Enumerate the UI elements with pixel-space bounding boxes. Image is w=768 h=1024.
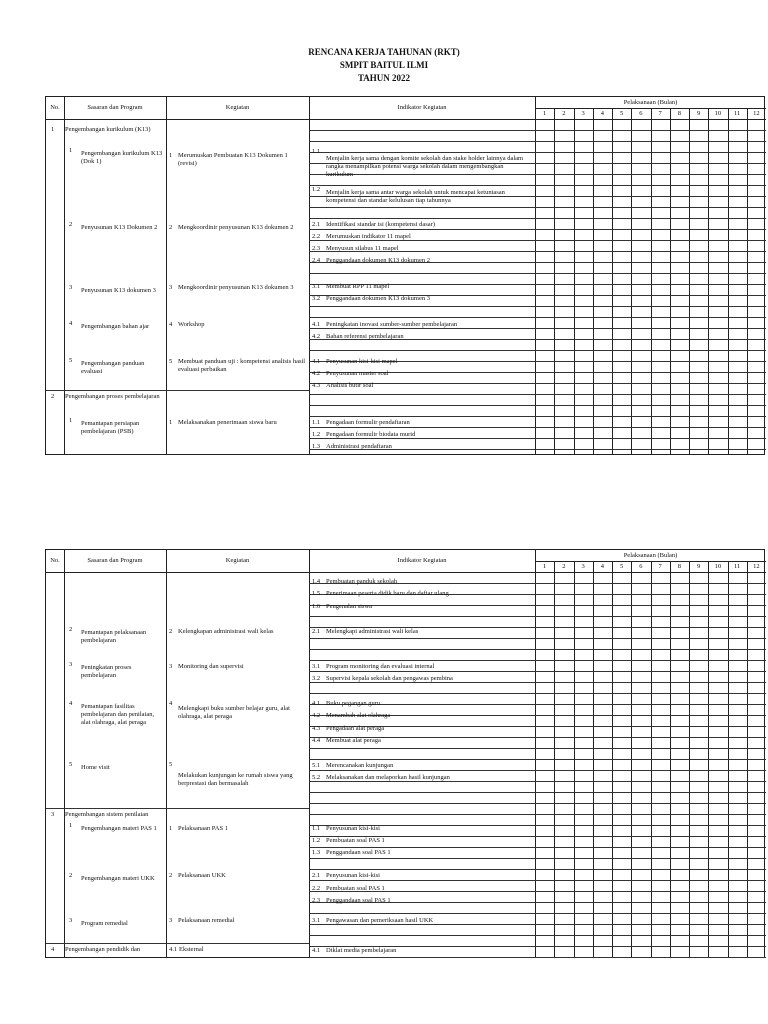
month-header-9: 9 (697, 110, 701, 117)
indikator-text: Penerimaan peserta didik baru dan daftar ulang (326, 590, 449, 597)
program-title: Pengembangan materi PAS 1 (81, 825, 157, 832)
column-divider (535, 550, 536, 957)
indikator-number: 3.1 (312, 917, 321, 924)
grid-row-line (309, 394, 766, 395)
kegiatan-text: Pelaksanaan remedial (178, 917, 235, 924)
indikator-text: Penggandaan soal PAS 1 (326, 897, 391, 904)
indikator-text: Pengenalan siswa (326, 603, 373, 610)
month-header-2: 2 (562, 563, 566, 570)
month-header-10: 10 (714, 563, 722, 570)
title-line-2: SMPIT BAITUL ILMI (339, 60, 429, 70)
indikator-number: 1.3 (312, 849, 321, 856)
column-divider (166, 550, 167, 957)
program-title: Pengembangan kurikulum K13 (Dok 1) (81, 150, 163, 165)
grid-row-line (309, 957, 766, 958)
kegiatan-text: Mengkoordinir penyusunan K13 dokumen 3 (178, 284, 294, 291)
month-divider (689, 108, 690, 454)
indikator-number: 2.3 (312, 245, 321, 252)
grid-row-line (309, 814, 766, 815)
indikator-number: 5.2 (312, 774, 321, 781)
grid-row-line (309, 616, 766, 617)
kegiatan-number: 3 (169, 917, 173, 924)
header-indikator: Indikator Kegiatan (397, 104, 447, 111)
month-divider (574, 108, 575, 454)
grid-row-line (309, 792, 766, 793)
indikator-number: 2.1 (312, 221, 321, 228)
grid-row-line (309, 306, 766, 307)
month-header-12: 12 (753, 563, 760, 570)
indikator-text: Pengadaan formulir biodata murid (326, 431, 416, 438)
month-header-8: 8 (677, 563, 681, 570)
title-line-3: TAHUN 2022 (357, 73, 411, 83)
kegiatan-number: 3 (169, 284, 173, 291)
header-no: No. (50, 557, 60, 564)
grid-row-line (309, 759, 766, 760)
grid-row-line (309, 152, 766, 153)
indikator-number: 1.2 (312, 431, 321, 438)
program-title: Pengembangan materi UKK (81, 875, 155, 882)
program-title: Home visit (81, 764, 110, 771)
sasaran-separator (46, 943, 309, 944)
month-divider (612, 108, 613, 454)
indikator-number: 2.1 (312, 628, 321, 635)
header-pelaksanaan: Pelaksanaan (Bulan) (623, 552, 678, 559)
grid-row-line (309, 207, 766, 208)
grid-row-line (309, 405, 766, 406)
grid-row-line (309, 350, 766, 351)
indikator-number: 2.1 (312, 872, 321, 879)
program-number: 1 (69, 417, 73, 424)
column-divider (64, 550, 65, 957)
column-divider (535, 97, 536, 454)
grid-row-line (309, 660, 766, 661)
grid-row-line (309, 649, 766, 650)
month-header-6: 6 (639, 563, 643, 570)
indikator-text: Membuat RPP 11 mapel (326, 283, 390, 290)
month-header-5: 5 (620, 563, 624, 570)
indikator-number: 1.2 (312, 186, 321, 193)
sasaran-number: 4 (51, 946, 55, 953)
indikator-number: 4.3 (312, 382, 321, 389)
grid-row-line (309, 913, 766, 914)
program-number: 3 (69, 917, 73, 924)
indikator-number: 3.1 (312, 663, 321, 670)
indikator-number: 2.2 (312, 233, 321, 240)
column-divider (309, 97, 310, 454)
indikator-text: Analisis butir soal (326, 382, 374, 389)
sasaran-number: 2 (51, 393, 55, 400)
month-header-line (535, 561, 766, 562)
indikator-number: 3.2 (312, 675, 321, 682)
program-title: Pemantapan pelaksanaan pembelajaran (81, 629, 147, 644)
indikator-text: Menjalin kerja sama dengan komite sekolah dan stake holder lainnya dalam rangka menampilkan potensi warga sekolah dalam mengembangkan kurikulum (326, 155, 524, 178)
program-number: 5 (69, 761, 73, 768)
indikator-text: Pembuatan soal PAS 1 (326, 837, 385, 844)
indikator-number: 3.2 (312, 295, 321, 302)
kegiatan-number: 2 (169, 628, 173, 635)
indikator-number: 4.4 (312, 737, 321, 744)
program-title: Pemantapan persiapan pembelajaran (PSB) (81, 420, 140, 435)
kegiatan-number: 1 (169, 419, 173, 426)
program-number: 3 (69, 284, 73, 291)
kegiatan-text: Melaksanakan penerimaan siswa baru (178, 419, 277, 426)
header-kegiatan: Kegiatan (225, 557, 250, 564)
program-number: 3 (69, 661, 73, 668)
month-header-10: 10 (714, 110, 722, 117)
month-divider (593, 108, 594, 454)
kegiatan-number: 5 (169, 761, 173, 768)
sasaran-separator (46, 390, 309, 391)
indikator-text: Penyusunan master soal (326, 370, 389, 377)
grid-row-line (309, 770, 766, 771)
indikator-number: 4.2 (312, 333, 321, 340)
indikator-number: 1.6 (312, 603, 321, 610)
indikator-text: Identifikasi standar isi (kompetensi dasar) (326, 221, 436, 228)
indikator-text: Menambah alat olahraga (326, 712, 391, 719)
indikator-number: 4.1 (312, 358, 321, 365)
kegiatan-number: 2 (169, 224, 173, 231)
month-divider (670, 108, 671, 454)
grid-row-line (309, 185, 766, 186)
header-no: No. (50, 104, 60, 111)
month-header-7: 7 (658, 110, 662, 117)
indikator-text: Merencanakan kunjungan (326, 762, 394, 769)
indikator-number: 4.2 (312, 370, 321, 377)
indikator-text: Buku pegangan guru (326, 700, 381, 707)
month-header-9: 9 (697, 563, 701, 570)
kegiatan-text: Workshop (178, 321, 205, 328)
kegiatan-number: 5 (169, 358, 173, 365)
indikator-text: Membuat alat peraga (326, 737, 381, 744)
indikator-number: 4.2 (312, 712, 321, 719)
indikator-number: 1.2 (312, 837, 321, 844)
grid-row-line (309, 427, 766, 428)
month-divider (554, 108, 555, 454)
grid-row-line (309, 130, 766, 131)
indikator-text: Penyusunan kisi-kisi (326, 825, 380, 832)
kegiatan-text: Melengkapi buku sumber belajar guru, alat olahraga, alat peraga (178, 705, 290, 720)
program-title: Peningkatan proses pembelajaran (81, 664, 132, 679)
program-number: 1 (69, 822, 73, 829)
month-header-1: 1 (543, 110, 547, 117)
kegiatan-number: 4.1 (169, 946, 178, 953)
program-title: Program remedial (81, 920, 128, 927)
indikator-number: 4.1 (312, 947, 321, 954)
rkt-table-page-1 (45, 96, 765, 455)
kegiatan-text: Pelaksanaan UKK (178, 872, 226, 879)
grid-row-line (309, 880, 766, 881)
grid-row-line (309, 317, 766, 318)
kegiatan-number: 4 (169, 321, 173, 328)
kegiatan-number: 1 (169, 152, 173, 159)
kegiatan-text: Eksternal (179, 946, 204, 953)
sasaran-separator (46, 808, 309, 809)
program-title: Penyusunan K13 dokumen 3 (81, 287, 156, 294)
rkt-table-page-2 (45, 549, 765, 958)
grid-row-line (309, 858, 766, 859)
month-header-7: 7 (658, 563, 662, 570)
grid-row-line (309, 847, 766, 848)
indikator-text: Peningkatan inovasi sumber-sumber pembelajaran (326, 321, 458, 328)
sasaran-title: Pengembangan pendidik dan (65, 946, 141, 953)
header-sasaran: Sasaran dan Program (87, 557, 143, 564)
grid-row-line (309, 218, 766, 219)
grid-row-line (309, 935, 766, 936)
sasaran-number: 3 (51, 811, 55, 818)
grid-row-line (309, 748, 766, 749)
indikator-number: 2.3 (312, 897, 321, 904)
header-bottom-line (46, 119, 766, 120)
program-title: Penyusunan K13 Dokumen 2 (81, 224, 158, 231)
indikator-text: Bahan referensi pembelajaran (326, 333, 404, 340)
indikator-number: 4.1 (312, 321, 321, 328)
indikator-number: 1.3 (312, 443, 321, 450)
kegiatan-number: 4 (169, 700, 173, 707)
indikator-number: 1.1 (312, 148, 321, 155)
indikator-text: Administrasi pendaftaran (326, 443, 392, 450)
indikator-text: Pengadaan alat peraga (326, 725, 385, 732)
month-divider (631, 108, 632, 454)
month-header-3: 3 (581, 110, 585, 117)
month-header-11: 11 (733, 110, 741, 117)
month-header-1: 1 (543, 563, 547, 570)
month-header-2: 2 (562, 110, 566, 117)
column-divider (309, 550, 310, 957)
program-number: 5 (69, 357, 73, 364)
program-title: Pengembangan bahan ajar (81, 323, 150, 330)
sasaran-title: Pengembangan kurikulum (K13) (65, 126, 151, 133)
header-sasaran: Sasaran dan Program (87, 104, 143, 111)
month-header-5: 5 (620, 110, 624, 117)
month-divider (747, 108, 748, 454)
grid-row-line (309, 803, 766, 804)
kegiatan-number: 2 (169, 872, 173, 879)
indikator-text: Menjalin kerja sama antar warga sekolah untuk mencapai ketuntasan kompetensi dan standar kelulusan tiap tahunnya (326, 189, 505, 204)
kegiatan-text: Melakukan kunjungan ke rumah siswa yang berprestasi dan bermasalah (178, 772, 293, 787)
indikator-text: Melaksanakan dan melaporkan hasil kunjungan (326, 774, 450, 781)
indikator-text: Pengawasan dan pemeriksaan hasil UKK (326, 917, 434, 924)
indikator-text: Penyusunan kisi-kisi (326, 872, 380, 879)
indikator-number: 4.3 (312, 725, 321, 732)
indikator-text: Penggandaan soal PAS 1 (326, 849, 391, 856)
title-line-1: RENCANA KERJA TAHUNAN (RKT) (308, 47, 460, 57)
indikator-text: Penyusunan kisi-kisi mapel (326, 358, 398, 365)
month-header-3: 3 (581, 563, 585, 570)
grid-row-line (309, 869, 766, 870)
program-number: 2 (69, 872, 73, 879)
month-header-12: 12 (753, 110, 760, 117)
indikator-number: 1.1 (312, 419, 321, 426)
header-indikator: Indikator Kegiatan (397, 557, 447, 564)
indikator-text: Supervisi kepala sekolah dan pengawas pembina (326, 675, 453, 682)
indikator-text: Penggandaan dokumen K13 dokumen 2 (326, 257, 430, 264)
program-number: 4 (69, 700, 73, 707)
grid-row-line (309, 671, 766, 672)
indikator-text: Melengkapi administrasi wali kelas (326, 628, 419, 635)
indikator-text: Pengadaan formulir pendaftaran (326, 419, 410, 426)
indikator-number: 2.4 (312, 257, 321, 264)
kegiatan-text: Monitoring dan supervisi (178, 663, 244, 670)
month-header-4: 4 (600, 563, 604, 570)
month-divider (651, 108, 652, 454)
program-title: Pemantapan fasilitas pembelajaran dan penilaian, alat olahraga, alat peraga (81, 703, 155, 726)
header-bottom-line (46, 572, 766, 573)
grid-row-line (309, 693, 766, 694)
indikator-text: Program monitoring dan evaluasi internal (326, 663, 435, 670)
header-kegiatan: Kegiatan (225, 104, 250, 111)
indikator-number: 4.1 (312, 700, 321, 707)
program-number: 2 (69, 221, 73, 228)
indikator-number: 5.1 (312, 762, 321, 769)
kegiatan-number: 3 (169, 663, 173, 670)
program-number: 2 (69, 626, 73, 633)
program-number: 4 (69, 320, 73, 327)
column-divider (166, 97, 167, 454)
indikator-number: 1.5 (312, 590, 321, 597)
indikator-number: 3.1 (312, 283, 321, 290)
sasaran-number: 1 (51, 126, 55, 133)
indikator-text: Pembuatan panduk sekolah (326, 578, 398, 585)
grid-row-line (309, 416, 766, 417)
kegiatan-text: Merumuskan Pembuatan K13 Dokumen 1 (revisi) (178, 152, 288, 167)
month-divider (728, 108, 729, 454)
month-header-6: 6 (639, 110, 643, 117)
month-header-8: 8 (677, 110, 681, 117)
kegiatan-text: Mengkoordinir penyusunan K13 dokumen 2 (178, 224, 294, 231)
kegiatan-text: Kelengkapan administrasi wali kelas (178, 628, 274, 635)
indikator-number: 1.4 (312, 578, 321, 585)
indikator-number: 1.1 (312, 825, 321, 832)
sasaran-title: Pengembangan proses pembelajaran (65, 393, 160, 400)
indikator-text: Diklat media pembelajaran (326, 947, 397, 954)
grid-row-line (309, 638, 766, 639)
indikator-text: Menyusun silabus 11 mapel (326, 245, 399, 252)
indikator-text: Penggandaan dokumen K13 dokumen 3 (326, 295, 430, 302)
kegiatan-number: 1 (169, 825, 173, 832)
sasaran-title: Pengembangan sistem penilaian (65, 811, 149, 818)
kegiatan-text: Membuat panduan uji : kompetensi analisis hasil evaluasi perbaikan (178, 358, 306, 373)
month-header-4: 4 (600, 110, 604, 117)
month-header-11: 11 (733, 563, 741, 570)
program-number: 1 (69, 147, 73, 154)
month-divider (708, 108, 709, 454)
header-pelaksanaan: Pelaksanaan (Bulan) (623, 99, 678, 106)
grid-row-line (309, 229, 766, 230)
grid-row-line (309, 141, 766, 142)
grid-row-line (309, 273, 766, 274)
kegiatan-text: Pelaksanaan PAS 1 (178, 825, 228, 832)
indikator-text: Merumuskan indikator 11 mapel (326, 233, 411, 240)
month-header-line (535, 108, 766, 109)
indikator-text: Pembuatan soal PAS 1 (326, 885, 385, 892)
program-title: Pengembangan panduan evaluasi (81, 360, 145, 375)
indikator-number: 2.2 (312, 885, 321, 892)
